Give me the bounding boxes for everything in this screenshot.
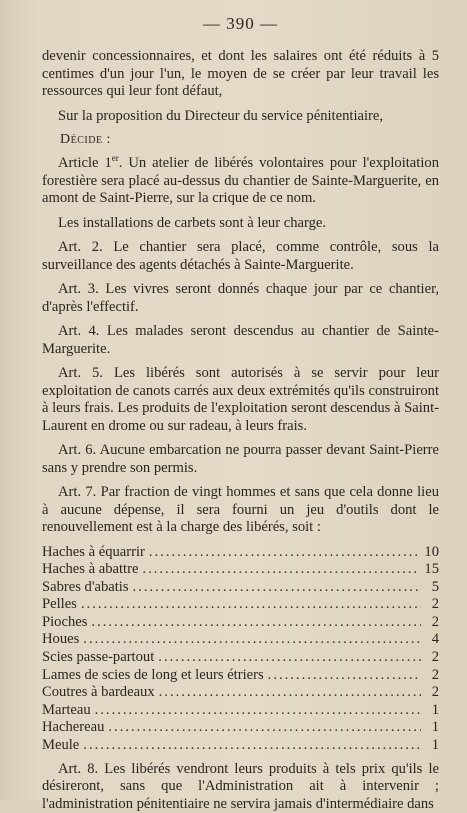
tool-quantity: 2 (431, 649, 439, 666)
leader-dots (81, 596, 421, 614)
leader-dots (83, 631, 421, 649)
article-text: Les libérés vendront leurs produits à tels prix qu'ils le désireront, sans que l'Administration ait à intervenir ; l'administration pénitentiaire ne servira jamais d'intermédiaire dans (42, 760, 439, 812)
article-1-label: Article 1 (58, 155, 112, 171)
leader-dots (149, 544, 421, 562)
tool-row (42, 702, 439, 720)
leader-dots (158, 649, 421, 667)
article-label: Art. 6. (58, 442, 97, 458)
leader-dots (108, 719, 421, 737)
tool-row (42, 544, 439, 562)
tool-row (42, 684, 439, 702)
leader-dots (91, 614, 421, 632)
article-4 (42, 323, 439, 358)
article-label: Art. 7. (58, 484, 97, 500)
proposition-paragraph: Sur la proposition du Directeur du service pénitentiaire, (58, 107, 384, 124)
tool-name: Pelles (42, 596, 77, 613)
article-text: Le chantier sera placé, comme contrôle, sous la surveillance des agents détachés à Sainte-Marguerite. (42, 239, 439, 273)
intro-paragraph: devenir concessionnaires, et dont les salaires ont été réduits à 5 centimes d'un jour l'un, le moyen de se créer par leur travail les ressources qui leur font défaut, (42, 48, 439, 99)
tool-quantity: 15 (424, 561, 439, 578)
article-text: Aucune embarcation ne pourra passer devant Saint-Pierre sans y prendre son permis. (42, 442, 439, 476)
tool-quantity: 4 (431, 631, 439, 648)
tool-name: Meule (42, 737, 80, 754)
page-number: — 390 — (203, 14, 278, 33)
article-label: Art. 2. (58, 239, 103, 255)
tool-quantity: 2 (431, 666, 439, 683)
tool-name: Haches à abattre (42, 561, 139, 578)
article-label: Art. 5. (58, 365, 103, 381)
leader-dots (83, 737, 421, 755)
tool-quantity: 2 (431, 684, 439, 701)
tool-quantity: 1 (431, 701, 439, 718)
tool-row (42, 596, 439, 614)
article-text: Les malades seront descendus au chantier de Sainte-Marguerite. (42, 323, 439, 357)
tool-name: Marteau (42, 701, 91, 718)
article-7 (42, 484, 439, 537)
tool-row (42, 719, 439, 737)
tool-name: Lames de scies de long et leurs étriers (42, 666, 264, 683)
tool-quantity: 5 (431, 578, 439, 595)
leader-dots (133, 579, 421, 597)
article-3 (42, 281, 439, 316)
tool-row (42, 649, 439, 667)
leader-dots (95, 702, 421, 720)
tool-quantity: 2 (431, 613, 439, 630)
article-text: Les vivres seront donnés chaque jour par ce chantier, d'après l'effectif. (42, 281, 440, 315)
tool-row (42, 667, 439, 685)
article-1 (42, 155, 439, 208)
tool-list (42, 544, 439, 755)
article-8 (42, 761, 439, 813)
article-text: Par fraction de vingt hommes et sans que cela donne lieu à aucune dépense, il sera fourni un jeu d'outils dont le renouvellement est à la charge des libérés, soit : (42, 484, 439, 535)
tool-row (42, 737, 439, 755)
tool-row (42, 614, 439, 632)
leader-dots (159, 684, 421, 702)
tool-row (42, 561, 439, 579)
tool-row (42, 631, 439, 649)
tool-name: Houes (42, 631, 80, 648)
tool-quantity: 1 (431, 719, 439, 736)
article-5 (42, 365, 439, 435)
tool-name: Sabres d'abatis (42, 578, 129, 595)
tool-name: Hachereau (42, 719, 105, 736)
article-label: Art. 8. (58, 760, 99, 777)
tool-name: Scies passe-partout (42, 649, 155, 666)
article-label: Art. 3. (58, 281, 99, 297)
article-1-text: . Un atelier de libérés volontaires pour l'exploitation forestière sera placé au-dessus du chantier de Sainte-Marguerite, en amont de Saint-Pierre, sur la crique de ce nom. (42, 155, 439, 206)
article-1-superscript: er (111, 153, 119, 164)
leader-dots (268, 667, 421, 685)
tool-name: Coutres à bardeaux (42, 684, 155, 701)
article-label: Art. 4. (58, 323, 100, 339)
installations-paragraph: Les installations de carbets sont à leur charge. (58, 214, 327, 231)
tool-quantity: 1 (431, 737, 439, 754)
tool-name: Haches à équarrir (42, 543, 145, 560)
leader-dots (142, 561, 420, 579)
tool-quantity: 2 (431, 596, 439, 613)
article-6 (42, 442, 439, 477)
article-text: Les libérés sont autorisés à se servir pour leur exploitation de canots carrés aux deux extrémités qu'ils construiront à leurs frais. Les produits de l'exploitation seront descendus à Saint-Laurent en drome ou sur radeau, à leurs frais. (42, 365, 439, 434)
tool-name: Pioches (42, 613, 88, 630)
tool-quantity: 10 (424, 543, 439, 560)
tool-row (42, 579, 439, 597)
decide-heading: Décide : (60, 132, 111, 147)
article-2 (42, 239, 439, 274)
